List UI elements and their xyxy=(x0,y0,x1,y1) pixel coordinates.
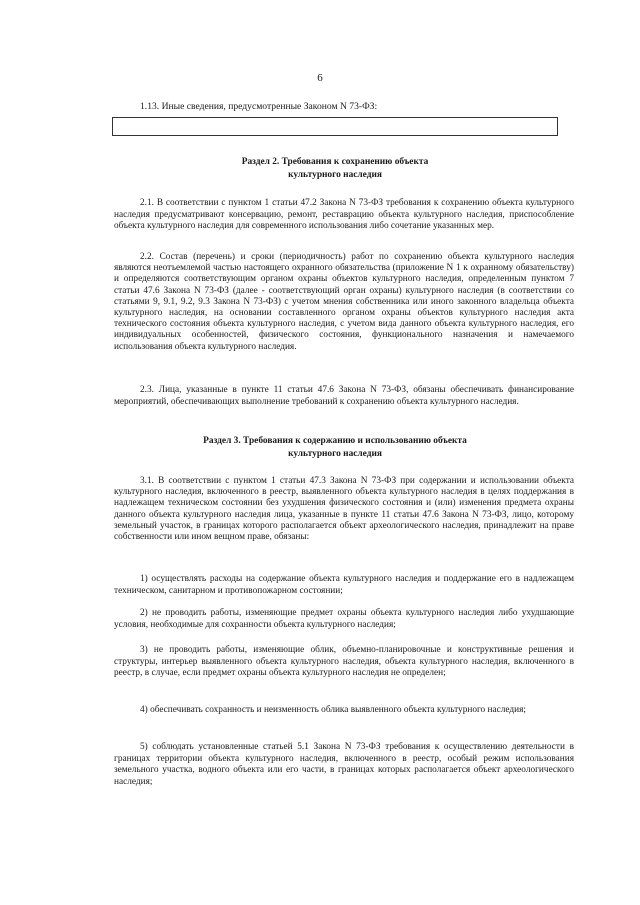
page-number: 6 xyxy=(317,72,323,84)
paragraph-2-2: 2.2. Состав (перечень) и сроки (периодичность) работ по сохранению объекта культурного наследия являются неотъемлемой частью настоящего охранного обязательства (приложение N 1 к охранному обязательству) и определяются соответствующим органом охраны объектов культурного наследия, определенным пунктом 7 статьи 47.6 Закона N 73-ФЗ (далее - соответствующий орган охраны) культурного наследия (в соответствии со статьями 9, 9.1, 9.2, 9.3 Закона N 73-ФЗ) с учетом мнения собственника или иного законного владельца объекта культурного наследия, на основании составленного органом охраны объектов культурного наследия акта технического состояния объекта культурного наследия, с учетом вида данного объекта культурного наследия, его индивидуальных особенностей, физического состояния, функционального назначения и намечаемого использования объекта культурного наследия. xyxy=(114,252,574,352)
list-item-3: 3) не проводить работы, изменяющие облик, объемно-планировочные и конструктивные решения и структуры, интерьер выявленного объекта культурного наследия, объекта культурного наследия, включенного в реестр, в случае, если предмет охраны объекта культурного наследия не определен; xyxy=(114,645,574,679)
list-item-1: 1) осуществлять расходы на содержание объекта культурного наследия и поддержание его в надлежащем техническом, санитарном и противопожарном состоянии; xyxy=(114,574,574,596)
list-item-2: 2) не проводить работы, изменяющие предмет охраны объекта культурного наследия либо ухудшающие условия, необходимые для сохранности объекта культурного наследия; xyxy=(114,608,574,630)
section-2-title-line2: культурного наследия xyxy=(288,169,382,180)
item-1-13-input-box xyxy=(112,117,558,136)
section-3-title-line1: Раздел 3. Требования к содержанию и использованию объекта xyxy=(203,436,467,446)
list-item-4: 4) обеспечивать сохранность и неизменность облика выявленного объекта культурного наследия; xyxy=(140,705,526,715)
paragraph-3-1: 3.1. В соответствии с пунктом 1 статьи 47.3 Закона N 73-ФЗ при содержании и использовании объекта культурного наследия, включенного в реестр, выявленного объекта культурного наследия в целях поддержания в надлежащем техническом состоянии без ухудшения физического состояния и (или) изменения предмета охраны данного объекта культурного наследия лица, указанные в пункте 11 статьи 47.6 Закона N 73-ФЗ, лицо, которому земельный участок, в границах которого располагается объект археологического наследия, принадлежит на праве собственности или ином вещном праве, обязаны: xyxy=(114,476,574,543)
section-2-title-line1: Раздел 2. Требования к сохранению объекта xyxy=(241,157,429,167)
section-3-title-line2: культурного наследия xyxy=(288,448,382,459)
section-2-heading xyxy=(112,156,558,181)
item-1-13-label: 1.13. Иные сведения, предусмотренные Законом N 73-ФЗ: xyxy=(140,101,378,112)
paragraph-2-3: 2.3. Лица, указанные в пункте 11 статьи 47.6 Закона N 73-ФЗ, обязаны обеспечивать финансирование мероприятий, обеспечивающих выполнение требований к сохранению объекта культурного наследия. xyxy=(114,385,574,407)
section-3-heading xyxy=(112,435,558,460)
paragraph-2-1: 2.1. В соответствии с пунктом 1 статьи 47.2 Закона N 73-ФЗ требования к сохранению объекта культурного наследия предусматривают консервацию, ремонт, реставрацию объекта культурного наследия, приспособление объекта культурного наследия для современного использования либо сочетание указанных мер. xyxy=(114,198,574,232)
list-item-5: 5) соблюдать установленные статьей 5.1 Закона N 73-ФЗ требования к осуществлению деятельности в границах территории объекта культурного наследия, включенного в реестр, особый режим использования земельного участка, водного объекта или его части, в границах которых располагается объект археологического наследия; xyxy=(114,742,574,787)
